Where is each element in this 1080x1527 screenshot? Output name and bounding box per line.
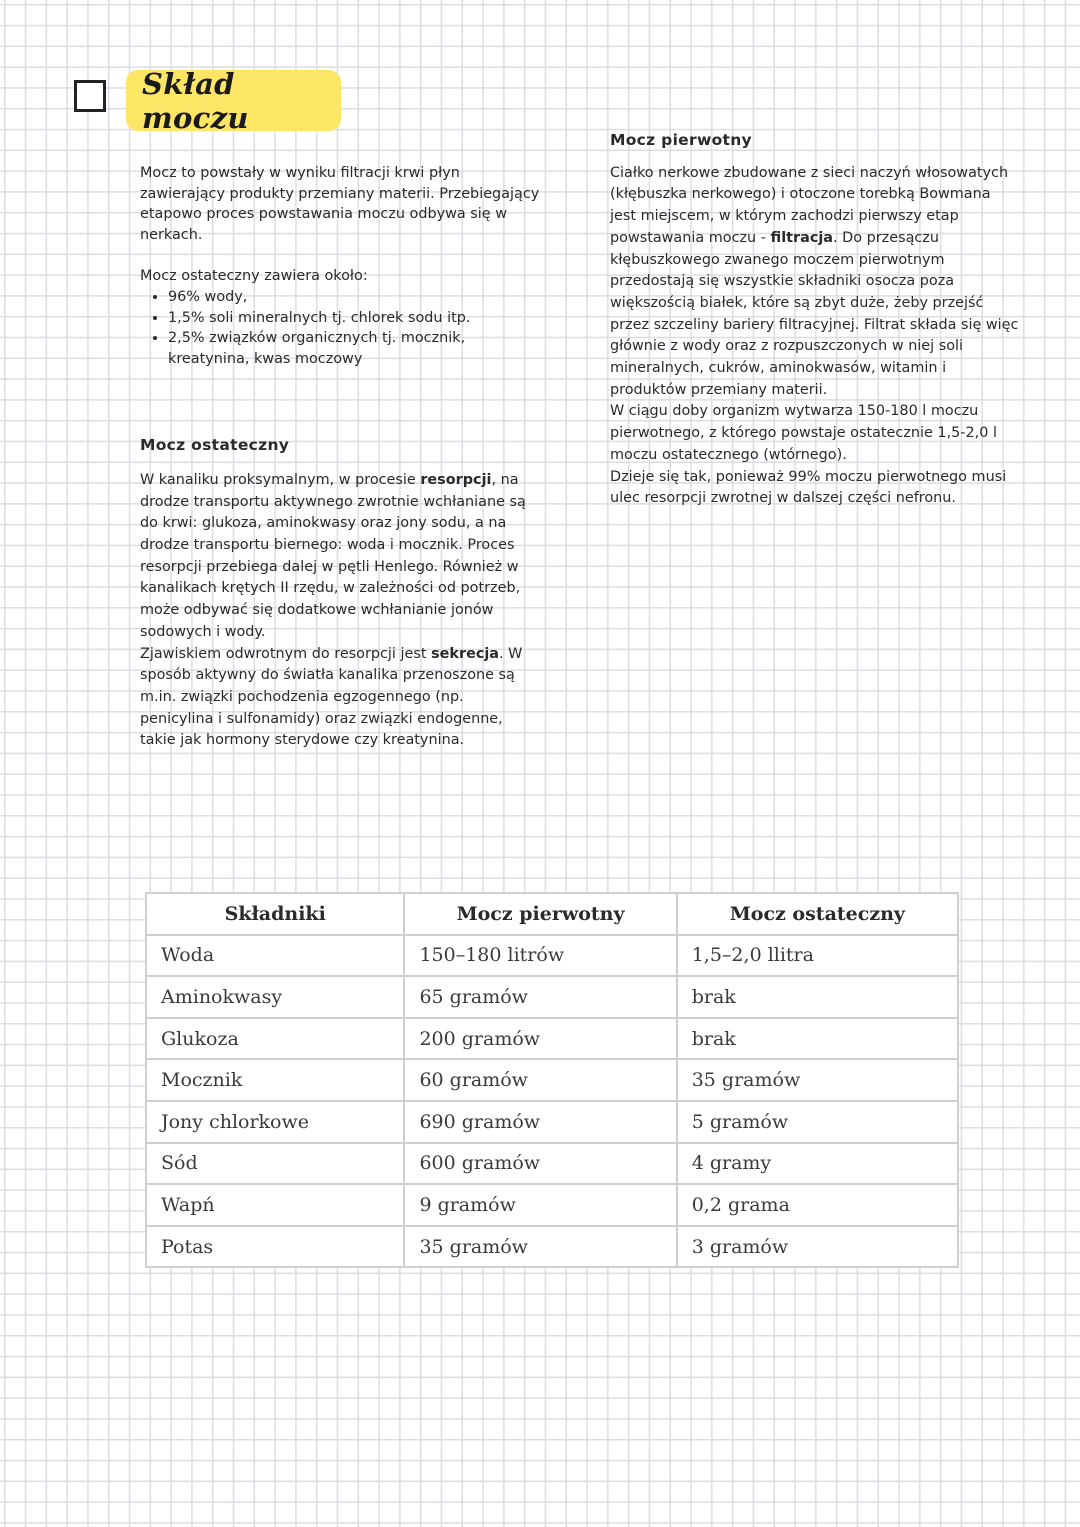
header-final-urine: Mocz ostateczny	[677, 893, 958, 935]
cell: 150–180 litrów	[404, 935, 676, 977]
cell: Potas	[146, 1226, 404, 1268]
table-row	[146, 1226, 958, 1268]
right-column	[610, 130, 1020, 510]
final-urine-paragraph-1: W kanaliku proksymalnym, w procesie resorpcji, na drodze transportu aktywnego zwrotnie wchłaniane są do krwi: glukoza, aminokwasy oraz jony sodu, a na drodze transportu biernego: woda i mocznik. Proces resorpcji przebiega dalej w pętli Henlego. Również w kanalikach krętych II rzędu, w zależności od potrzeb, może odbywać się dodatkowe wchłanianie jonów sodowych i wody.	[140, 471, 526, 640]
cell: 5 gramów	[677, 1101, 958, 1143]
cell: Mocznik	[146, 1059, 404, 1101]
list-item: • 2,5% związków organicznych tj. mocznik, kreatynina, kwas moczowy	[168, 328, 540, 369]
keyword-filtracja: filtracja	[770, 229, 833, 246]
final-urine-heading: Mocz ostateczny	[140, 436, 290, 455]
cell: 690 gramów	[404, 1101, 676, 1143]
table-row	[146, 1143, 958, 1185]
final-urine-paragraph-2: Zjawiskiem odwrotnym do resorpcji jest sekrecja. W sposób aktywny do światła kanalika przenoszone są m.in. związki pochodzenia egzogennego (np. penicylina i sulfonamidy) oraz związki endogenne, takie jak hormony sterydowe czy kreatynina.	[140, 645, 523, 749]
cell: 60 gramów	[404, 1059, 676, 1101]
primary-urine-paragraph-3: Dzieje się tak, ponieważ 99% moczu pierwotnego musi ulec resorpcji zwrotnej w dalszej części nefronu.	[610, 468, 1007, 507]
cell: Woda	[146, 935, 404, 977]
table-row	[146, 935, 958, 977]
checkbox-icon[interactable]	[74, 80, 106, 112]
cell: 200 gramów	[404, 1018, 676, 1060]
table-row	[146, 1101, 958, 1143]
cell: Glukoza	[146, 1018, 404, 1060]
table-row	[146, 1018, 958, 1060]
cell: 9 gramów	[404, 1184, 676, 1226]
header-components: Składniki	[146, 893, 404, 935]
page-title: Skład moczu	[142, 66, 249, 135]
cell: Aminokwasy	[146, 976, 404, 1018]
primary-urine-paragraph-2: W ciągu doby organizm wytwarza 150-180 l moczu pierwotnego, z którego powstaje ostatecznie 1,5-2,0 l moczu ostatecznego (wtórnego).	[610, 403, 997, 463]
cell: 35 gramów	[404, 1226, 676, 1268]
list-item: • 1,5% soli mineralnych tj. chlorek sodu itp.	[168, 308, 540, 329]
list-item: • 96% wody,	[168, 287, 540, 308]
table-row	[146, 1059, 958, 1101]
table-row	[146, 1184, 958, 1226]
primary-urine-heading: Mocz pierwotny	[610, 131, 752, 149]
cell: 35 gramów	[677, 1059, 958, 1101]
table-header-row	[146, 893, 958, 935]
composition-list-title: Mocz ostateczny zawiera około:	[140, 268, 368, 285]
title-highlight	[126, 66, 341, 135]
primary-urine-paragraph-1: Ciałko nerkowe zbudowane z sieci naczyń włosowatych (kłębuszka nerkowego) i otoczone torebką Bowmana jest miejscem, w którym zachodzi pierwszy etap powstawania moczu - filtracja. Do przesączu kłębuszkowego zwanego moczem pierwotnym przedostają się wszystkie składniki osocza poza większością białek, które są zbyt duże, żeby przejść przez szczeliny bariery filtracyjnej. Filtrat składa się więc głównie z wody oraz z rozpuszczonych w niej soli mineralnych, cukrów, aminokwasów, witamin i produktów przemiany materii.	[610, 164, 1019, 398]
cell: brak	[677, 1018, 958, 1060]
cell: Jony chlorkowe	[146, 1101, 404, 1143]
cell: Wapń	[146, 1184, 404, 1226]
urine-composition-table	[145, 892, 959, 1268]
cell: brak	[677, 976, 958, 1018]
keyword-resorpcja: resorpcji	[420, 471, 492, 488]
cell: 600 gramów	[404, 1143, 676, 1185]
header-primary-urine: Mocz pierwotny	[404, 893, 676, 935]
cell: 65 gramów	[404, 976, 676, 1018]
table-row	[146, 976, 958, 1018]
cell: 0,2 grama	[677, 1184, 958, 1226]
left-column	[140, 163, 540, 752]
cell: Sód	[146, 1143, 404, 1185]
cell: 3 gramów	[677, 1226, 958, 1268]
intro-paragraph: Mocz to powstały w wyniku filtracji krwi płyn zawierający produkty przemiany materii. Przebiegający etapowo proces powstawania moczu odbywa się w nerkach.	[140, 165, 540, 243]
cell: 1,5–2,0 llitra	[677, 935, 958, 977]
keyword-sekrecja: sekrecja	[431, 645, 500, 662]
composition-list	[140, 287, 540, 369]
cell: 4 gramy	[677, 1143, 958, 1185]
